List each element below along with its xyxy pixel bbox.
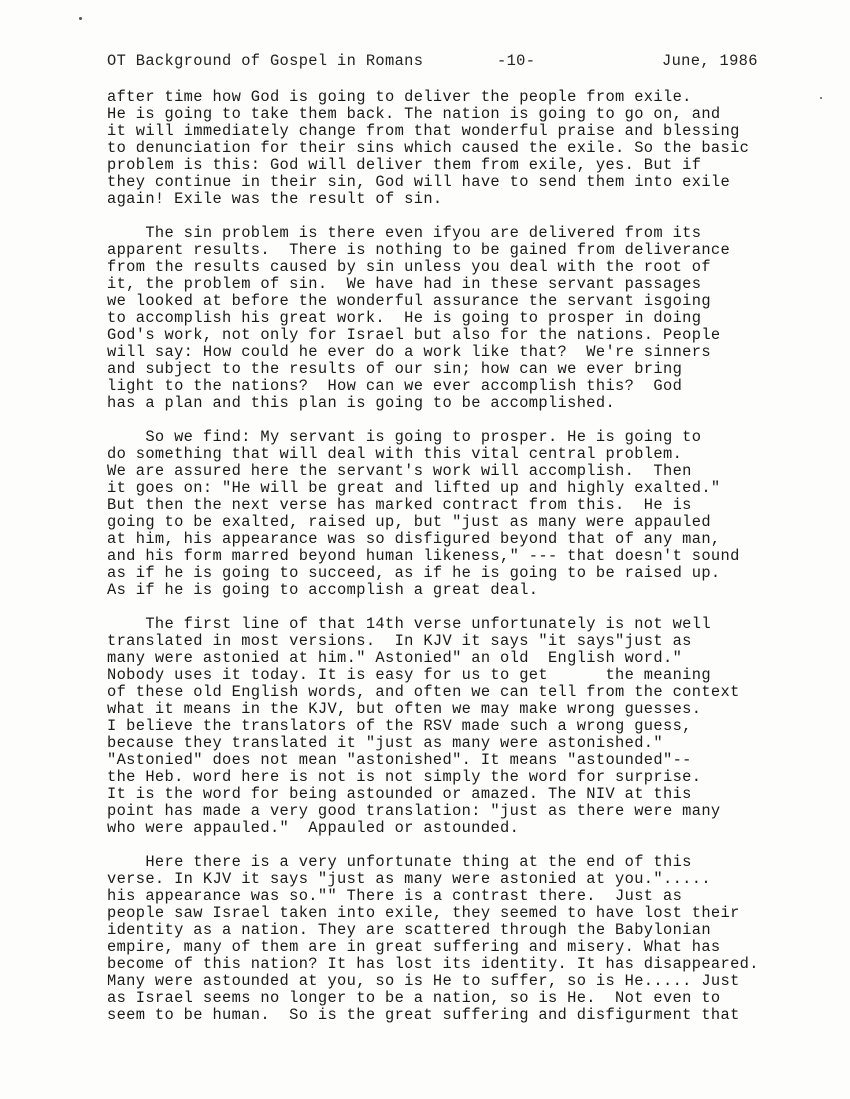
text-line: because they translated it "just as many were astonished." (107, 734, 663, 752)
text-line: many were astonied at him." Astonied" an old English word." (107, 649, 683, 667)
text-line: But then the next verse has marked contract from this. He is (107, 496, 692, 514)
text-line: it goes on: "He will be great and lifted up and highly exalted." (107, 479, 721, 497)
text-line: seem to be human. So is the great suffering and disfigurment that (107, 1006, 740, 1024)
text-line: Nobody uses it today. It is easy for us to get the meaning (107, 666, 711, 684)
text-line: identity as a nation. They are scattered through the Babylonian (107, 921, 711, 939)
text-line: they continue in their sin, God will have to send them into exile (107, 173, 731, 191)
text-line: We are assured here the servant's work will accomplish. Then (107, 462, 692, 480)
paragraph (107, 429, 822, 599)
text-line: people saw Israel taken into exile, they seemed to have lost their (107, 904, 740, 922)
text-line: He is going to take them back. The nation is going to go on, and (107, 105, 721, 123)
text-line: Here there is a very unfortunate thing at the end of this (107, 853, 692, 871)
text-line: as if he is going to succeed, as if he is going to be raised up. (107, 564, 721, 582)
text-line: the Heb. word here is not is not simply the word for surprise. (107, 768, 702, 786)
text-line: apparent results. There is nothing to be gained from deliverance (107, 241, 731, 259)
text-line: from the results caused by sin unless you deal with the root of (107, 258, 711, 276)
text-line: and subject to the results of our sin; how can we ever bring (107, 360, 683, 378)
text-line: verse. In KJV it says "just as many were astonied at you."..... (107, 870, 711, 888)
text-line: will say: How could he ever do a work like that? We're sinners (107, 343, 711, 361)
text-line: light to the nations? How can we ever accomplish this? God (107, 377, 683, 395)
body-text (107, 89, 822, 1041)
header-title: OT Background of Gospel in Romans (107, 52, 424, 70)
text-line: It is the word for being astounded or amazed. The NIV at this (107, 785, 692, 803)
text-line: to accomplish his great work. He is going to prosper in doing (107, 309, 702, 327)
text-line: "Astonied" does not mean "astonished". It means "astounded"-- (107, 751, 692, 769)
text-line: So we find: My servant is going to prosper. He is going to (107, 428, 702, 446)
text-line: Many were astounded at you, so is He to suffer, so is He..... Just (107, 972, 740, 990)
scan-speck (79, 17, 82, 20)
text-line: it, the problem of sin. We have had in these servant passages (107, 275, 702, 293)
text-line: has a plan and this plan is going to be accomplished. (107, 394, 616, 412)
text-line: The sin problem is there even ifyou are delivered from its (107, 224, 702, 242)
text-line: As if he is going to accomplish a great deal. (107, 581, 539, 599)
paragraph (107, 89, 822, 208)
text-line: who were appauled." Appauled or astounded. (107, 819, 520, 837)
header-page-number: -10- (497, 52, 536, 70)
text-line: of these old English words, and often we can tell from the context (107, 683, 740, 701)
text-line: point has made a very good translation: "just as there were many (107, 802, 721, 820)
paragraph (107, 225, 822, 412)
text-line: become of this nation? It has lost its identity. It has disappeared. (107, 955, 759, 973)
text-line: The first line of that 14th verse unfortunately is not well (107, 615, 711, 633)
text-line: translated in most versions. In KJV it says "it says"just as (107, 632, 692, 650)
paragraph (107, 616, 822, 837)
header-date: June, 1986 (662, 52, 758, 70)
text-line: his appearance was so."" There is a contrast there. Just as (107, 887, 683, 905)
text-line: at him, his appearance was so disfigured beyond that of any man, (107, 530, 721, 548)
text-line: going to be exalted, raised up, but "just as many were appauled (107, 513, 711, 531)
text-line: as Israel seems no longer to be a nation, so is He. Not even to (107, 989, 721, 1007)
text-line: to denunciation for their sins which caused the exile. So the basic (107, 139, 750, 157)
text-line: problem is this: God will deliver them from exile, yes. But if (107, 156, 702, 174)
text-line: after time how God is going to deliver the people from exile. (107, 88, 692, 106)
text-line: I believe the translators of the RSV made such a wrong guess, (107, 717, 692, 735)
text-line: it will immediately change from that wonderful praise and blessing (107, 122, 740, 140)
page-header (107, 52, 797, 72)
text-line: do something that will deal with this vital central problem. (107, 445, 683, 463)
text-line: we looked at before the wonderful assurance the servant isgoing (107, 292, 711, 310)
text-line: empire, many of them are in great suffering and misery. What has (107, 938, 721, 956)
text-line: again! Exile was the result of sin. (107, 190, 443, 208)
text-line: and his form marred beyond human likeness," --- that doesn't sound (107, 547, 740, 565)
text-line: what it means in the KJV, but often we may make wrong guesses. (107, 700, 702, 718)
text-line: God's work, not only for Israel but also for the nations. People (107, 326, 721, 344)
paragraph (107, 854, 822, 1024)
